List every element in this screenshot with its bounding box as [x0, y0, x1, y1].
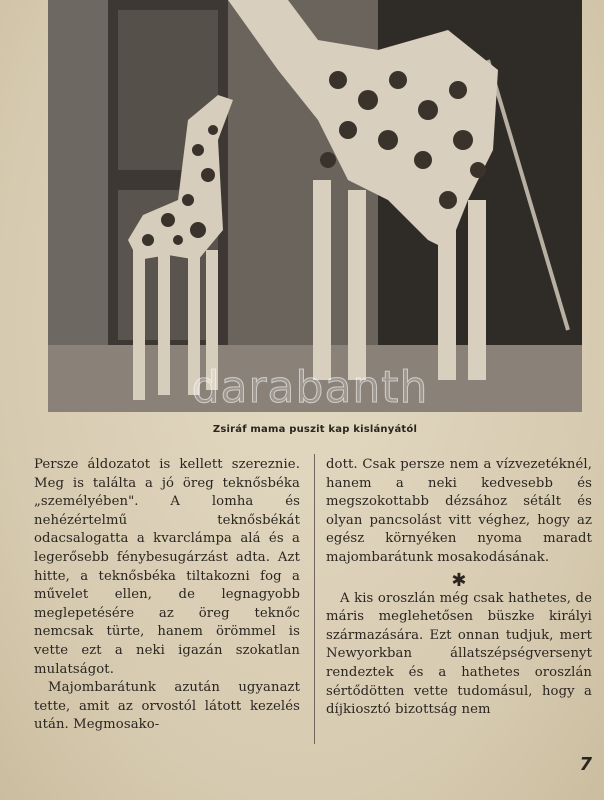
paragraph: dott. Csak persze nem a vízvezetéknél, hanem a neki kedvesebb és megszokottabb dézsához sétált és olyan pancsolást vitt véghez, hogy az egész környéken nyoma maradt majombarátunk mosakodásának.: [326, 457, 592, 565]
column-divider: [314, 454, 315, 744]
giraffe-photo: [48, 0, 582, 412]
photo-caption: Zsiráf mama puszit kap kislányától: [212, 424, 418, 435]
paragraph: Persze áldozatot is kellett szereznie. Meg is találta a jó öreg teknősbéka „személyében". A lomha és nehézértelmű teknősbékát odacsalogatta a kvarclámpa alá és a legerősebb fénybesugárzást adta. Azt hitte, a teknősbéka tiltakozni fog a művelet ellen, de legnagyobb meglepetésére az öreg teknőc nemcsak türte, hanem örömmel is vette ezt a neki igazán szokatlan mulatságot.: [34, 457, 300, 677]
paragraph: Majombarátunk azután ugyanazt tette, amit az orvostól látott kezelés után. Megmosako-: [34, 680, 300, 733]
giraffe-photo-image: [48, 0, 582, 412]
watermark: darabanth: [191, 362, 429, 413]
paragraph: A kis oroszlán még csak hathetes, de máris meglehetősen büszke királyi származására. Ezt onnan tudjuk, mert Newyorkban állatszépségversenyt rendeztek és a hathetes oroszlán sértődötten vette tudomásul, hogy a díjkiosztó bizottság nem: [326, 590, 592, 718]
star-icon: ✱: [451, 569, 467, 591]
right-column: [326, 456, 592, 720]
page-number: 7: [579, 754, 592, 775]
left-column: [34, 456, 300, 735]
